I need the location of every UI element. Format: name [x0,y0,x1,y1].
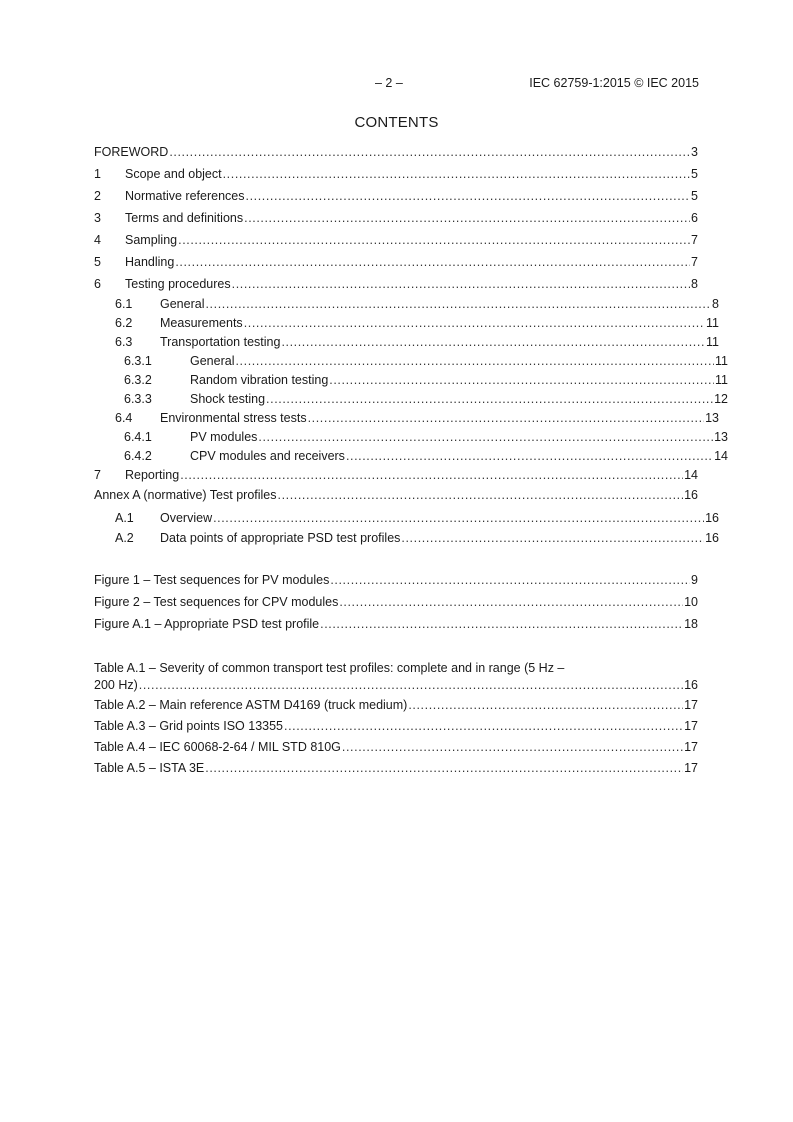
toc-entry-label: Random vibration testing [190,373,329,387]
leader-dots [278,488,684,502]
leader-dots [339,595,683,609]
toc-entry-6-3-3[interactable] [94,392,728,411]
toc-entry-number: 6.4.1 [124,430,152,444]
toc-entry-page: 6 [691,211,698,225]
toc-entry-page: 5 [691,189,698,203]
leader-dots [232,277,690,291]
toc-entry-figure-1[interactable] [94,573,698,595]
toc-entry-label: Testing procedures [125,277,231,291]
toc-entry-number: 7 [94,468,101,482]
leader-dots [281,335,705,349]
toc-entry-table-a-2[interactable] [94,698,698,719]
toc-entry-6-3[interactable] [94,335,719,354]
toc-entry-page: 5 [691,167,698,181]
leader-dots [213,511,704,525]
page-title: CONTENTS [354,114,439,131]
toc-entry-page: 17 [684,698,698,712]
leader-dots [205,297,711,311]
toc-entry-label: Table A.4 – IEC 60068-2-64 / MIL STD 810G [94,740,341,754]
toc-entry-table-a-4[interactable] [94,740,698,761]
toc-entry-label: Sampling [125,233,178,247]
toc-entry-4[interactable] [94,233,698,255]
toc-entry-foreword[interactable] [94,145,698,167]
toc-entry-label: Overview [160,511,213,525]
leader-dots [284,719,683,733]
leader-dots [330,573,690,587]
toc-entry-number: 6.1 [115,297,133,311]
leader-dots [408,698,683,712]
leader-dots [244,211,690,225]
toc-entry-number: A.1 [115,511,134,525]
toc-entry-page: 7 [691,255,698,269]
toc-entry-label: FOREWORD [94,145,169,159]
toc-entry-5[interactable] [94,255,698,277]
toc-entry-number: 5 [94,255,101,269]
toc-entry-table-a-3[interactable] [94,719,698,740]
page-number: – 2 – [375,76,403,90]
toc-entry-label: Figure A.1 – Appropriate PSD test profile [94,617,320,631]
toc-entry-number: 1 [94,167,101,181]
toc-entry-label: Table A.2 – Main reference ASTM D4169 (truck medium) [94,698,408,712]
leader-dots [308,411,705,425]
leader-dots [246,189,691,203]
toc-entry-6-3-1[interactable] [94,354,728,373]
toc-entry-page: 16 [684,678,698,692]
toc-entry-page: 7 [691,233,698,247]
leader-dots [223,167,690,181]
toc-entry-annex-a[interactable] [94,488,698,511]
toc-entry-page: 11 [715,373,728,387]
toc-entry-label: PV modules [190,430,258,444]
section-gap [94,551,698,573]
leader-dots [178,233,690,247]
toc-entry-6-1[interactable] [94,297,719,316]
leader-dots [266,392,713,406]
toc-entry-6-2[interactable] [94,316,719,335]
toc-entry-page: 3 [691,145,698,159]
toc-entry-label-line1: Table A.1 – Severity of common transport test profiles: complete and in range (5 Hz – [94,661,565,675]
toc-entry-page: 11 [715,354,728,368]
toc-entry-number: 6.3 [115,335,133,349]
toc-entry-page: 16 [705,531,719,545]
toc-entry-page: 14 [684,468,698,482]
toc-entry-table-a-5[interactable] [94,761,698,782]
leader-dots [244,316,705,330]
toc-entry-6-4-1[interactable] [94,430,728,449]
toc-entry-page: 9 [691,573,698,587]
table-of-contents [94,145,728,782]
toc-entry-number: 6.4.2 [124,449,152,463]
toc-entry-page: 17 [684,719,698,733]
toc-entry-page: 16 [705,511,719,525]
toc-entry-3[interactable] [94,211,698,233]
toc-entry-label: CPV modules and receivers [190,449,345,463]
toc-entry-6-3-2[interactable] [94,373,728,392]
toc-entry-number: A.2 [115,531,134,545]
toc-entry-label: Table A.3 – Grid points ISO 13355 [94,719,284,733]
toc-entry-page: 17 [684,740,698,754]
toc-entry-number: 4 [94,233,101,247]
toc-entry-1[interactable] [94,167,698,189]
toc-entry-label: Handling [125,255,175,269]
toc-entry-a-1[interactable] [94,511,719,531]
toc-entry-figure-2[interactable] [94,595,698,617]
toc-entry-page: 8 [712,297,719,311]
toc-entry-label: Transportation testing [160,335,281,349]
toc-entry-number: 3 [94,211,101,225]
toc-entry-page: 11 [706,316,719,330]
toc-entry-page: 13 [714,430,728,444]
leader-dots [205,761,683,775]
page-header [0,76,793,94]
leader-dots [320,617,683,631]
toc-entry-label: General [190,354,235,368]
toc-entry-number: 6.3.2 [124,373,152,387]
toc-entry-label: Measurements [160,316,243,330]
toc-entry-number: 6.3.3 [124,392,152,406]
toc-entry-6[interactable] [94,277,698,297]
toc-entry-page: 17 [684,761,698,775]
toc-entry-2[interactable] [94,189,698,211]
toc-entry-number: 6 [94,277,101,291]
toc-entry-label: Figure 2 – Test sequences for CPV modules [94,595,339,609]
toc-entry-number: 6.2 [115,316,133,330]
leader-dots [346,449,713,463]
toc-entry-page: 12 [714,392,728,406]
toc-entry-number: 2 [94,189,101,203]
toc-entry-page: 10 [684,595,698,609]
toc-entry-label: Table A.5 – ISTA 3E [94,761,205,775]
leader-dots [175,255,690,269]
leader-dots [180,468,683,482]
toc-entry-label: Reporting [125,468,180,482]
section-gap [94,639,698,661]
leader-dots [401,531,704,545]
toc-entry-page: 14 [714,449,728,463]
toc-entry-figure-a-1[interactable] [94,617,698,639]
leader-dots [258,430,713,444]
toc-entry-7[interactable] [94,468,698,488]
toc-entry-page: 11 [706,335,719,349]
toc-entry-label: Annex A (normative) Test profiles [94,488,277,502]
toc-entry-label: 200 Hz) [94,678,138,692]
toc-entry-a-2[interactable] [94,531,719,551]
toc-entry-6-4[interactable] [94,411,719,430]
leader-dots [139,678,683,692]
toc-entry-page: 18 [684,617,698,631]
toc-entry-page: 8 [691,277,698,291]
toc-entry-label: Data points of appropriate PSD test profiles [160,531,401,545]
toc-entry-label: Figure 1 – Test sequences for PV modules [94,573,330,587]
toc-entry-6-4-2[interactable] [94,449,728,468]
toc-entry-label: Normative references [125,189,245,203]
toc-entry-label: Scope and object [125,167,222,181]
toc-entry-label: Shock testing [190,392,266,406]
leader-dots [235,354,714,368]
toc-entry-label: Environmental stress tests [160,411,307,425]
toc-entry-label: Terms and definitions [125,211,244,225]
toc-entry-table-a-1[interactable] [94,661,698,698]
toc-entry-label: General [160,297,205,311]
leader-dots [329,373,714,387]
document-reference: IEC 62759-1:2015 © IEC 2015 [529,76,699,90]
toc-entry-page: 16 [684,488,698,502]
toc-entry-page: 13 [705,411,719,425]
toc-entry-number: 6.3.1 [124,354,152,368]
leader-dots [342,740,683,754]
toc-entry-number: 6.4 [115,411,133,425]
leader-dots [169,145,690,159]
